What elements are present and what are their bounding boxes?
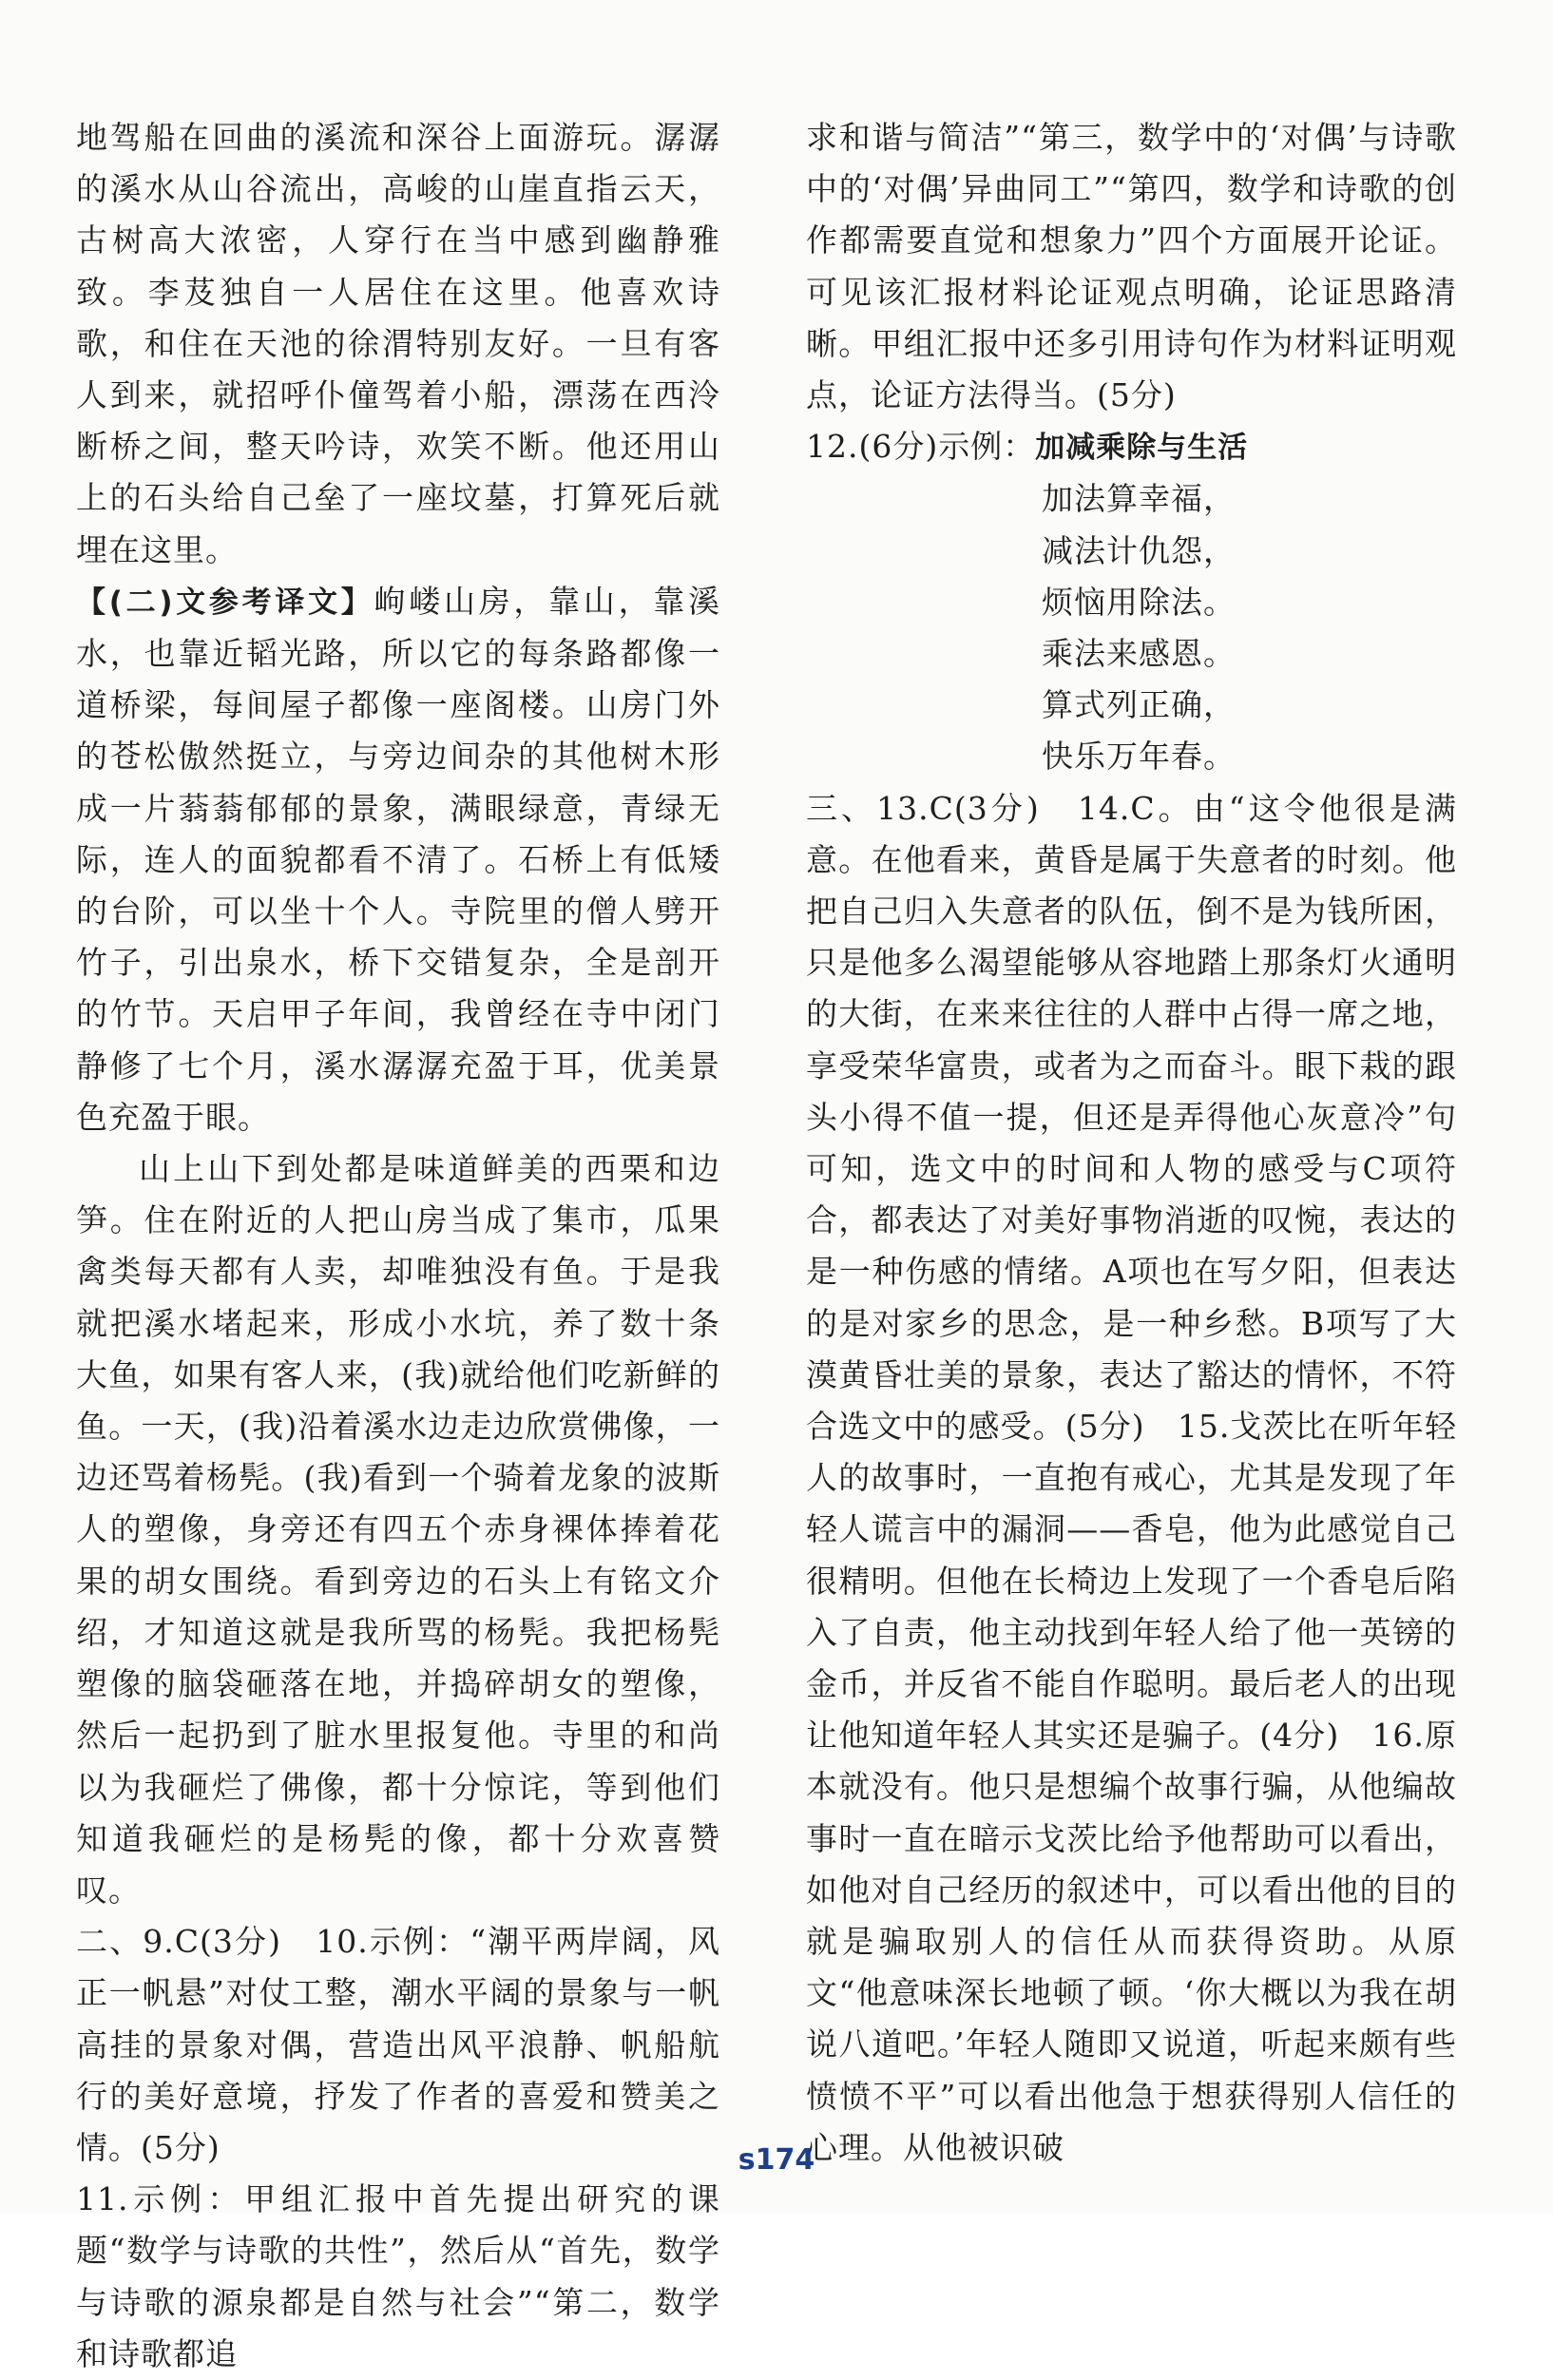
right-column [806, 112, 1457, 2174]
poem-line: 烦恼用除法。 [1042, 583, 1236, 621]
poem-title: 加减乘除与生活 [1035, 431, 1249, 466]
translation-paragraph-3: 山上山下到处都是味道鲜美的西栗和边笋。住在附近的人把山房当成了集市，瓜果禽类每天都有人卖，却唯独没有鱼。于是我就把溪水堵起来，形成小水坑，养了数十条大鱼，如果有客人来，(我)就给他们吃新鲜的鱼。一天，(我)沿着溪水边走边欣赏佛像，一边还骂着杨髡。(我)看到一个骑着龙象的波斯人的塑像，身旁还有四五个赤身裸体捧着花果的胡女围绕。看到旁边的石头上有铭文介绍，才知道这就是我所骂的杨髡。我把杨髡塑像的脑袋砸落在地，并捣碎胡女的塑像，然后一起扔到了脏水里报复他。寺里的和尚以为我砸烂了佛像，都十分惊诧，等到他们知道我砸烂的是杨髡的像，都十分欢喜赞叹。 [76, 1150, 720, 1909]
answer-12-prefix: 12.(6分)示例： [806, 428, 1036, 466]
poem-line: 算式列正确， [1042, 686, 1236, 724]
poem-line: 乘法来感恩。 [1042, 634, 1236, 672]
poem-line: 快乐万年春。 [1042, 738, 1236, 776]
left-column [76, 112, 720, 2380]
translation-paragraph-1: 地驾船在回曲的溪流和深谷上面游玩。潺潺的溪水从山谷流出，高峻的山崖直指云天，古树高大浓密，人穿行在当中感到幽静雅致。李芨独自一人居住在这里。他喜欢诗歌，和住在天池的徐渭特别友好。一旦有客人到来，就招呼仆僮驾着小船，漂荡在西泠断桥之间，整天吟诗，欢笑不断。他还用山上的石头给自己垒了一座坟墓，打算死后就埋在这里。 [76, 119, 720, 568]
page-number: s174 [738, 2143, 815, 2177]
answer-13-16: 三、13.C(3分) 14.C。由“这令他很是满意。在他看来，黄昏是属于失意者的时刻。他把自己归入失意者的队伍，倒不是为钱所困，只是他多么渴望能够从容地踏上那条灯火通明的大街，在来来往往的人群中占得一席之地，享受荣华富贵，或者为之而奋斗。眼下栽的跟头小得不值一提，但还是弄得他心灰意冷”句可知，选文中的时间和人物的感受与C项符合，都表达了对美好事物消逝的叹惋，表达的是一种伤感的情绪。A项也在写夕阳，但表达的是对家乡的思念，是一种乡愁。B项写了大漠黄昏壮美的景象，表达了豁达的情怀，不符合选文中的感受。(5分) 15.戈茨比在听年轻人的故事时，一直抱有戒心，尤其是发现了年轻人谎言中的漏洞——香皂，他为此感觉自己很精明。但他在长椅边上发现了一个香皂后陷入了自责，他主动找到年轻人给了他一英镑的金币，并反省不能自作聪明。最后老人的出现让他知道年轻人其实还是骗子。(4分) 16.原本就没有。他只是想编个故事行骗，从他编故事时一直在暗示戈茨比给予他帮助可以看出，如他对自己经历的叙述中，可以看出他的目的就是骗取别人的信任从而获得资助。从原文“他意味深长地顿了顿。‘你大概以为我在胡说八道吧。’年轻人随即又说道，听起来颇有些愤愤不平”可以看出他急于想获得别人信任的心理。从他被识破 [806, 789, 1457, 2166]
answer-12 [806, 421, 1457, 473]
poem-line: 减法计仇怨， [1042, 531, 1236, 569]
answer-11: 11.示例：甲组汇报中首先提出研究的课题“数学与诗歌的共性”，然后从“首先，数学与诗歌的源泉都是自然与社会”“第二，数学和诗歌都追 [76, 2180, 720, 2372]
translation-paragraph-2-body: 岣嵝山房，靠山，靠溪水，也靠近韬光路，所以它的每条路都像一道桥梁，每间屋子都像一座阁楼。山房门外的苍松傲然挺立，与旁边间杂的其他树木形成一片蓊蓊郁郁的景象，满眼绿意，青绿无际，连人的面貌都看不清了。石桥上有低矮的台阶，可以坐十个人。寺院里的僧人劈开竹子，引出泉水，桥下交错复杂，全是剖开的竹节。天启甲子年间，我曾经在寺中闭门静修了七个月，溪水潺潺充盈于耳，优美景色充盈于眼。 [76, 582, 720, 1136]
section-heading: 【(二)文参考译文】 [76, 585, 374, 620]
poem-line: 加法算幸福， [1042, 480, 1236, 518]
answer-11-continued: 求和谐与简洁”“第三，数学中的‘对偶’与诗歌中的‘对偶’异曲同工”“第四，数学和诗歌的创作都需要直觉和想象力”四个方面展开论证。可见该汇报材料论证观点明确，论证思路清晰。甲组汇报中还多引用诗句作为材料证明观点，论证方法得当。(5分) [806, 119, 1457, 414]
translation-paragraph-2 [76, 576, 720, 1143]
poem [806, 473, 1457, 782]
answer-9-10: 二、9.C(3分) 10.示例：“潮平两岸阔，风正一帆悬”对仗工整，潮水平阔的景象与一帆高挂的景象对偶，营造出风平浪静、帆船航行的美好意境，抒发了作者的喜爱和赞美之情。(5分) [76, 1923, 720, 2166]
